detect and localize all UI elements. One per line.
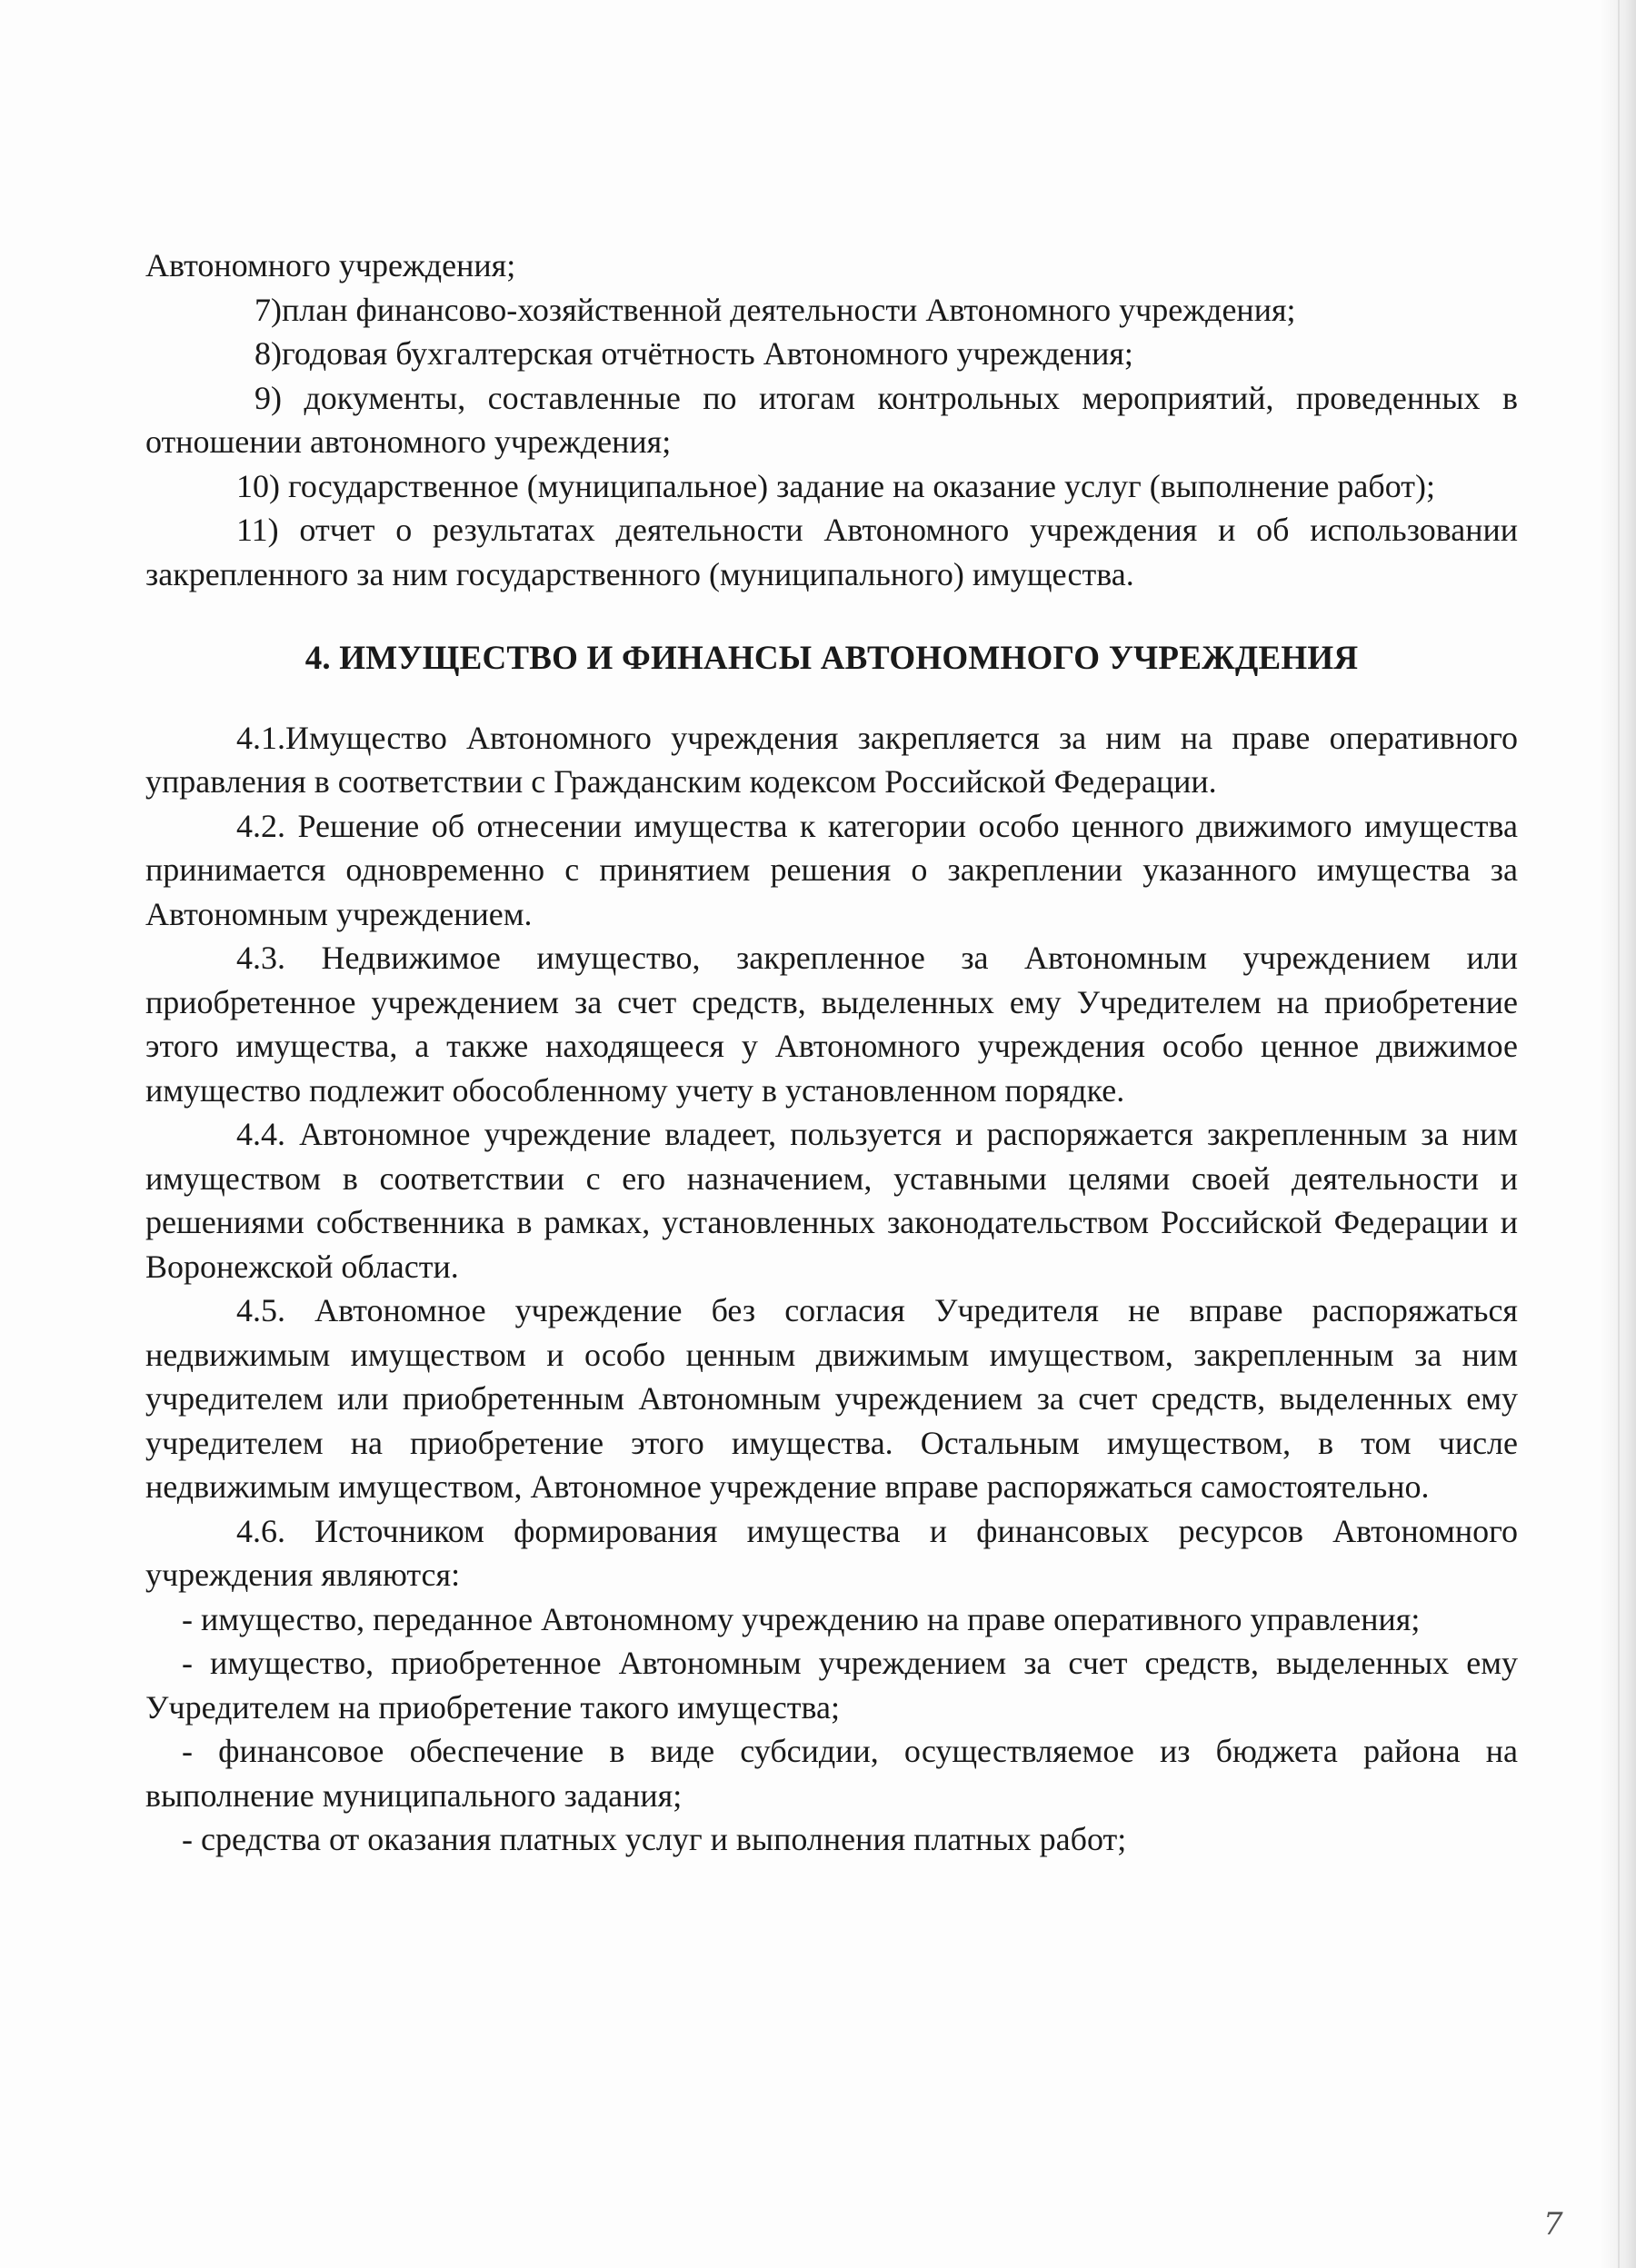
- list-item-9: 9) документы, составленные по итогам контрольных мероприятий, проведенных в отношении автономного учреждения;: [145, 379, 1518, 460]
- paragraph-4-4: 4.4. Автономное учреждение владеет, пользуется и распоряжается закрепленным за ним имуществом в соответствии с его назначением, уставными целями своей деятельности и решениями собственника в рамках, установленных законодательством Российской Федерации и Воронежской области.: [145, 1116, 1518, 1285]
- page-number: 7: [1543, 2206, 1563, 2243]
- list-item-8: 8)годовая бухгалтерская отчётность Автономного учреждения;: [254, 335, 1133, 372]
- paragraph-4-3: 4.3. Недвижимое имущество, закрепленное за Автономным учреждением или приобретенное учреждением за счет средств, выделенных ему Учредителем на приобретение этого имущества, а также находящееся у Автономного учреждения особо ценное движимое имущество подлежит обособленному учету в установленном порядке.: [145, 940, 1518, 1109]
- list-item-10: 10) государственное (муниципальное) задание на оказание услуг (выполнение работ);: [236, 467, 1435, 504]
- list-item-7: 7)план финансово-хозяйственной деятельности Автономного учреждения;: [254, 291, 1296, 328]
- section-heading: 4. ИМУЩЕСТВО И ФИНАНСЫ АВТОНОМНОГО УЧРЕЖДЕНИЯ: [304, 640, 1359, 677]
- continuation-line: Автономного учреждения;: [145, 247, 516, 284]
- page-edge-line: [1618, 0, 1620, 2268]
- paragraph-4-1: 4.1.Имущество Автономного учреждения закрепляется за ним на праве оперативного управления в соответствии с Гражданским кодексом Российской Федерации.: [145, 719, 1518, 800]
- document-body: [145, 244, 1518, 1862]
- paragraph-4-6: 4.6. Источником формирования имущества и финансовых ресурсов Автономного учреждения являются:: [145, 1512, 1518, 1593]
- source-item-1: - имущество, переданное Автономному учреждению на праве оперативного управления;: [182, 1600, 1421, 1637]
- paragraph-4-5: 4.5. Автономное учреждение без согласия Учредителя не вправе распоряжаться недвижимым имуществом и особо ценным движимым имуществом, закрепленным за ним учредителем или приобретенным Автономным учреждением за счет средств, выделенных ему учредителем на приобретение этого имущества. Остальным имуществом, в том числе недвижимым имуществом, Автономное учреждение вправе распоряжаться самостоятельно.: [145, 1292, 1518, 1505]
- paragraph-4-2: 4.2. Решение об отнесении имущества к категории особо ценного движимого имущества принимается одновременно с принятием решения о закреплении указанного имущества за Автономным учреждением.: [145, 807, 1518, 932]
- source-item-3: - финансовое обеспечение в виде субсидии, осуществляемое из бюджета района на выполнение муниципального задания;: [145, 1733, 1518, 1814]
- source-item-2: - имущество, приобретенное Автономным учреждением за счет средств, выделенных ему Учредителем на приобретение такого имущества;: [145, 1645, 1518, 1726]
- source-item-4: - средства от оказания платных услуг и выполнения платных работ;: [182, 1821, 1127, 1857]
- list-item-11: 11) отчет о результатах деятельности Автономного учреждения и об использовании закрепленного за ним государственного (муниципального) имущества.: [145, 512, 1518, 592]
